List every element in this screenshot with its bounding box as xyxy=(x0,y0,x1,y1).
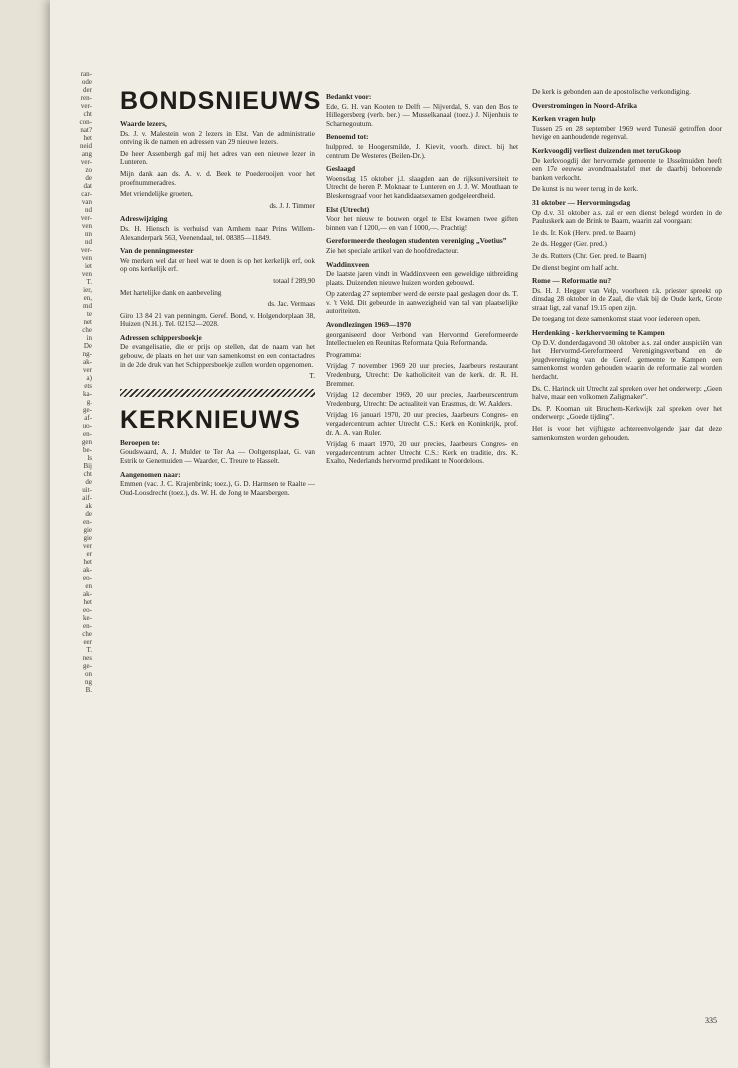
gutter-fragment: gie xyxy=(83,526,92,534)
paragraph: Woensdag 15 oktober j.l. slaagden aan de rijksuniversiteit te Utrecht de heren P. Moknaar te Lunteren en J. J. W. Mouthaan te Bleskensgraaf voor het kandidaatsexamen godgeleerdheid. xyxy=(326,174,518,200)
gutter-fragment: het xyxy=(83,134,92,142)
gutter-fragment: ge- xyxy=(83,406,92,414)
previous-page-gutter xyxy=(50,70,94,694)
gutter-fragment: ode xyxy=(81,78,92,86)
column-left xyxy=(120,87,322,500)
gutter-fragment: ven xyxy=(81,270,92,278)
section-title-bondsnieuws: BONDSNIEUWS xyxy=(120,87,322,115)
heading-aangenomen: Aangenomen naar: xyxy=(120,469,181,479)
subheading-kerken-vragen-hulp: Kerken vragen hulp xyxy=(532,114,596,124)
signature: ds. Jac. Vermaas xyxy=(267,300,315,309)
heading-waddinxveen: Waddinxveen xyxy=(326,259,370,269)
paragraph: Giro 13 84 21 van penningm. Geref. Bond, v. Holgendorplaan 38, Huizen (N.H.). Tel. 02152—2028. xyxy=(120,311,315,329)
heading-overstromingen: Overstromingen in Noord-Afrika xyxy=(532,100,637,110)
paragraph: hulppred. te Hoogersmilde, J. Kievit, voorh. direct. bij het centrum De Westeres (Beilen-Dr.). xyxy=(326,142,518,160)
signature: ds. J. J. Timmer xyxy=(269,201,315,210)
heading-elst: Elst (Utrecht) xyxy=(326,204,370,214)
paragraph: De kunst is nu weer terug in de kerk. xyxy=(532,185,638,194)
heading-penningmeester: Van de penningmeester xyxy=(120,246,194,256)
gutter-fragment: T. xyxy=(86,646,92,654)
paragraph: Programma: xyxy=(326,350,362,359)
gutter-fragment: De xyxy=(83,342,92,350)
gutter-fragment: nes xyxy=(82,654,92,662)
heading-avondlezingen: Avondlezingen 1969—1970 xyxy=(326,320,412,330)
magazine-page xyxy=(50,0,738,1068)
paragraph: Op d.v. 31 oktober a.s. zal er een dienst belegd worden in de Pauluskerk aan de Brink te Baarn, waarin zal voorgaan: xyxy=(532,208,722,226)
gutter-fragment: nn xyxy=(85,230,92,238)
gutter-fragment: ak- xyxy=(83,566,92,574)
gutter-fragment: gen xyxy=(81,438,92,446)
gutter-fragment: ge- xyxy=(83,662,92,670)
gutter-fragment: ver xyxy=(83,542,92,550)
gutter-fragment: en- xyxy=(83,622,92,630)
paragraph: Goudswaard, A. J. Mulder te Ter Aa — Ooltgensplaat, G. van Estrik te Genemuiden — Waarder, C. Treure te Hasselt. xyxy=(120,448,315,466)
heading-bedankt: Bedankt voor: xyxy=(326,92,372,101)
heading-hervormingsdag: 31 oktober — Hervormingsdag xyxy=(532,197,631,207)
gutter-fragment: md xyxy=(83,302,92,310)
gutter-fragment: a) xyxy=(86,374,92,382)
paragraph: Voor het nieuw te bouwen orgel te Elst kwamen twee giften binnen van f 1200,— en van f 1000,—. Prachtig! xyxy=(326,215,518,232)
gutter-fragment: ver- xyxy=(80,158,92,166)
gift-total: totaal f 289,90 xyxy=(273,276,315,285)
lecture-date: Vrijdag 7 november 1969 20 uur precies, Jaarbeurs restaurant Vredenburg, Utrecht: De katholiciteit van de kerk. dr. R. H. Bremmer. xyxy=(326,362,518,388)
gutter-fragment: het xyxy=(83,558,92,566)
paragraph: Zie het speciale artikel van de hoofdredacteur. xyxy=(326,246,459,255)
gutter-fragment: ier, xyxy=(83,286,92,294)
paragraph: Tussen 25 en 28 september 1969 werd Tunesië getroffen door hevige en aanhoudende regenval. xyxy=(532,124,722,142)
gutter-fragment: cht xyxy=(83,110,92,118)
paragraph: Mijn dank aan ds. A. v. d. Beek te Poederooijen voor het proefnummeradres. xyxy=(120,169,315,187)
speaker-line: 3e ds. Rutters (Chr. Ger. pred. te Baarn) xyxy=(532,251,647,260)
paragraph: De dienst begint om half acht. xyxy=(532,263,619,272)
gutter-fragment: en- xyxy=(83,518,92,526)
heading-adreswijziging: Adreswijziging xyxy=(120,214,168,224)
gutter-fragment: cht xyxy=(83,470,92,478)
paragraph: Op zaterdag 27 september werd de eerste paal geslagen door ds. T. v. 't Veld. Dit gebeurde in aanwezigheid van tal van plaatselijke autoriteiten. xyxy=(326,290,518,316)
heading-beroepen: Beroepen te: xyxy=(120,437,160,447)
gutter-fragment: nat? xyxy=(80,126,92,134)
gutter-fragment: in xyxy=(86,334,92,342)
gutter-fragment: en xyxy=(85,582,92,590)
gutter-fragment: che xyxy=(82,630,92,638)
gutter-fragment: con- xyxy=(79,118,92,126)
gutter-fragment: net xyxy=(83,318,92,326)
gutter-fragment: de xyxy=(85,478,92,486)
column-middle xyxy=(326,88,518,469)
gutter-fragment: ren- xyxy=(80,94,92,102)
page-number: 335 xyxy=(705,1016,717,1025)
gutter-fragment: ven xyxy=(81,254,92,262)
gutter-fragment: ver- xyxy=(80,214,92,222)
paragraph: De toegang tot deze samenkomst staat voor iedereen open. xyxy=(532,315,701,324)
heading-waarde-lezers: Waarde lezers, xyxy=(120,119,167,128)
gutter-fragment: ls xyxy=(87,454,92,462)
signature: T. xyxy=(309,372,315,381)
gutter-fragment: der xyxy=(83,86,92,94)
gutter-fragment: ke- xyxy=(83,614,92,622)
gutter-fragment: ver- xyxy=(80,102,92,110)
heading-geslaagd: Geslaagd xyxy=(326,164,356,174)
speaker-line: 2e ds. Hegger (Ger. pred.) xyxy=(532,240,607,249)
gutter-fragment: ka- xyxy=(83,390,92,398)
paragraph: De evangelisatie, die er prijs op stellen, dat de naam van het gebouw, de plaats en het uur van samenkomst en een contactadres in de 2de druk van het Schippersboekje zullen worden opgenomen. xyxy=(120,343,315,369)
gutter-fragment: er xyxy=(86,550,92,558)
gutter-fragment: ets xyxy=(84,382,92,390)
gutter-fragment: iet xyxy=(85,262,92,270)
paragraph: Het is voor het vijftigste achtereenvolgende jaar dat deze samenkomsten worden gehouden. xyxy=(532,425,722,442)
gutter-fragment: aif- xyxy=(82,494,92,502)
gutter-fragment: zo xyxy=(85,166,92,174)
gutter-fragment: g. xyxy=(86,398,92,406)
gutter-fragment: uo- xyxy=(82,422,92,430)
gutter-fragment: van xyxy=(81,198,92,206)
heading-rome-reformatie: Rome — Reformatie nu? xyxy=(532,276,612,286)
gutter-fragment: af- xyxy=(84,414,92,422)
heading-kerkvoogdij: Kerkvoogdij verliest duizenden met teruGkoop xyxy=(532,145,682,155)
gutter-fragment: ak- xyxy=(83,358,92,366)
heading-schippersboekje: Adressen schippersboekje xyxy=(120,332,202,342)
gutter-fragment: on xyxy=(85,670,92,678)
gutter-fragment: eer xyxy=(83,638,92,646)
paragraph: De kerkvoogdij der hervormde gemeente te IJsselmuiden heeft een 17e eeuwse avondmaalstafel met de daarbij behorende banken verkocht. xyxy=(532,156,722,182)
paragraph: Ds. H. Hiensch is verhuisd van Arnhem naar Prins Willem-Alexanderpark 563, Veenendaal, tel. 08385—11849. xyxy=(120,224,315,242)
paragraph: Op D.V. donderdagavond 30 oktober a.s. zal onder auspiciën van het Hervormd-Gereformeerd Verenigingsverband en de jeugdvereniging van de Geref. gemeente te Kampen een samenkomst worden gehouden waarin de reformatie zal worden herdacht. xyxy=(532,338,722,382)
gutter-fragment: ng xyxy=(85,678,92,686)
gutter-fragment: che xyxy=(82,326,92,334)
section-title-kerknieuws: KERKNIEUWS xyxy=(120,405,301,434)
wavy-divider xyxy=(120,389,315,397)
lecture-date: Vrijdag 6 maart 1970, 20 uur precies, Jaarbeurs Congres- en vergadercentrum achter Utrecht C.S.: Kerk en traditie, drs. K. Exalto, Nederlands hervormd predikant te Noordeloos. xyxy=(326,440,518,466)
paragraph: Ede, G. H. van Kooten te Delft — Nijverdal, S. van den Bos te Hillegersberg (verb. ber.) — Musselkanaal (toez.) J. Nijenhuis te Scharnegoutum. xyxy=(326,102,518,128)
paragraph: We merken wel dat er heel wat te doen is op het kerkelijk erf, ook op ons kerkelijk erf. xyxy=(120,256,315,274)
paragraph: georganiseerd door Verbond van Hervormd Gereformeerde Intellectuelen en Reunitas Reformata Quia Reformanda. xyxy=(326,330,518,348)
gutter-fragment: car- xyxy=(81,190,92,198)
paragraph: De laatste jaren vindt in Waddinxveen een geweldige uitbreiding plaats. Duizenden nieuwe huizen worden gebouwd. xyxy=(326,270,518,287)
gutter-fragment: T. xyxy=(86,278,92,286)
gutter-fragment: be- xyxy=(83,446,92,454)
gutter-fragment: eo- xyxy=(83,606,92,614)
gutter-fragment: B. xyxy=(85,686,92,694)
gutter-fragment: Bij xyxy=(83,462,92,470)
speaker-line: 1e ds. Ir. Kok (Herv. pred. te Baarn) xyxy=(532,228,636,237)
paragraph: Met vriendelijke groeten, xyxy=(120,190,193,199)
gutter-fragment: ran- xyxy=(80,70,92,78)
gutter-fragment: ver- xyxy=(80,246,92,254)
gutter-fragment: ver xyxy=(83,366,92,374)
paragraph: De heer Assenbergh gaf mij het adres van een nieuwe lezer in Lunteren. xyxy=(120,149,315,167)
gutter-fragment: neid xyxy=(79,142,92,150)
gutter-fragment: uit- xyxy=(82,486,92,494)
gutter-fragment: de xyxy=(85,174,92,182)
paragraph: Ds. C. Harinck uit Utrecht zal spreken over het onderwerp: „Geen halve, maar een volkomen Zaligmaker”. xyxy=(532,384,722,402)
lecture-date: Vrijdag 16 januari 1970, 20 uur precies, Jaarbeurs Congres- en vergadercentrum achter Utrecht C.S.: Kerk en Koninkrijk, prof. dr. A. A. van Ruler. xyxy=(326,411,518,437)
gutter-fragment: het xyxy=(83,598,92,606)
paragraph: Emmen (vac. J. C. Krajenbrink; toez.), G. D. Harmsen te Raalte — Oud-Loosdrecht (toez.), ds. W. H. de Jong te Maarsbergen. xyxy=(120,480,315,497)
paragraph: Ds. J. v. Malestein won 2 lezers in Elst. Van de administratie ontving ik de namen en adressen van 29 nieuwe lezers. xyxy=(120,129,315,147)
heading-voetius: Gereformeerde theologen studenten vereniging „Voetius” xyxy=(326,236,507,246)
paragraph: Met hartelijke dank en aanbeveling xyxy=(120,288,222,297)
gutter-fragment: ak xyxy=(85,502,92,510)
gutter-fragment: nd xyxy=(85,238,92,246)
gutter-fragment: ang xyxy=(81,150,92,158)
gutter-fragment: eo- xyxy=(83,574,92,582)
gutter-fragment: de xyxy=(85,510,92,518)
gutter-fragment: ak- xyxy=(83,590,92,598)
lecture-date: Vrijdag 12 december 1969, 20 uur precies, Jaarbeurscentrum Vredenburg, Utrecht: De actualiteit van Erasmus, dr. W. Aalders. xyxy=(326,391,518,408)
heading-benoemd: Benoemd tot: xyxy=(326,132,369,142)
paragraph: Ds. P. Kooman uit Bruchem-Kerkwijk zal spreken over het onderwerp: „Goede tijding”. xyxy=(532,404,722,422)
gutter-fragment: ng- xyxy=(82,350,92,358)
gutter-fragment: ven xyxy=(81,222,92,230)
column-right xyxy=(532,88,722,445)
gutter-fragment: nd xyxy=(85,206,92,214)
paragraph: De kerk is gebonden aan de apostolische verkondiging. xyxy=(532,88,691,96)
paragraph: Ds. H. J. Hegger van Velp, voorheen r.k. priester spreekt op dinsdag 28 oktober in de Zaal, die vlak bij de Oude kerk, Grote straat ligt, zal vanaf 19.15 open zijn. xyxy=(532,286,722,312)
gutter-fragment: gie xyxy=(83,534,92,542)
gutter-fragment: te xyxy=(86,310,92,318)
gutter-fragment: en, xyxy=(83,294,92,302)
heading-herdenking-kampen: Herdenking - kerkhervorming te Kampen xyxy=(532,328,665,338)
gutter-fragment: en- xyxy=(83,430,92,438)
gutter-fragment: dat xyxy=(83,182,92,190)
